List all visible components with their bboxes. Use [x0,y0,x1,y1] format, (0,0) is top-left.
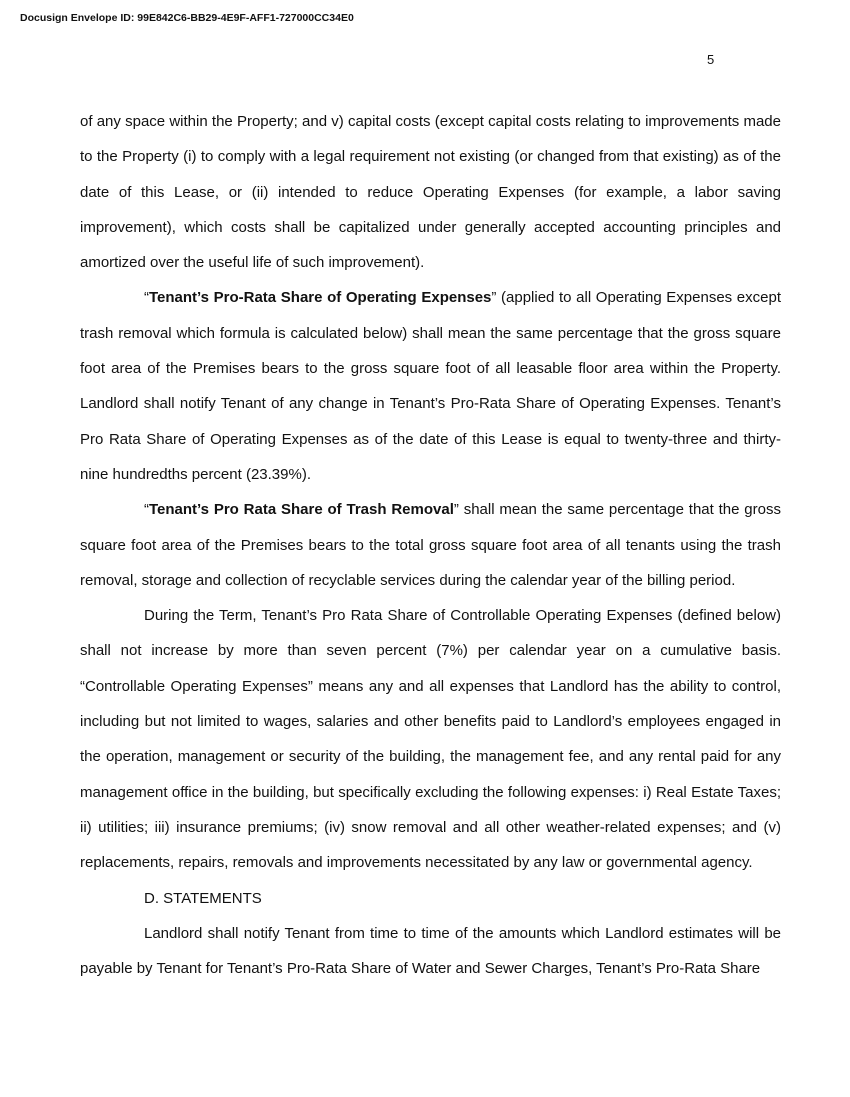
quote-mark: “ [144,501,149,519]
paragraph-capital-costs: of any space within the Property; and v) capital costs (except capital costs relating to improvements made to the Property (i) to comply with a legal requirement not existing (or changed from that existing) as of the date of this Lease, or (ii) intended to reduce Operating Expenses (for example, a labor saving improvement), which costs shall be capitalized under generally accepted accounting principles and amortized over the useful life of such improvement). [80,113,781,272]
document-body [80,104,781,986]
paragraph-text: ” (applied to all Operating Expenses except trash removal which formula is calculated below) shall mean the same percentage that the gross square foot area of the Premises bears to the gross square foot of all leasable floor area within the Property. Landlord shall notify Tenant of any change in Tenant’s Pro-Rata Share of Operating Expenses. Tenant’s Pro Rata Share of Operating Expenses as of the date of this Lease is equal to twenty-three and thirty-nine hundredths percent (23.39%). [80,289,781,483]
defined-term: Tenant’s Pro Rata Share of Trash Removal [149,501,454,519]
paragraph-pro-rata-operating-expenses [80,280,781,492]
paragraph-pro-rata-trash-removal [80,492,781,598]
quote-mark: “ [144,289,149,307]
page-number: 5 [707,52,715,67]
defined-term: Tenant’s Pro-Rata Share of Operating Expenses [149,289,492,307]
paragraph-statements: Landlord shall notify Tenant from time to time of the amounts which Landlord estimates will be payable by Tenant for Tenant’s Pro-Rata Share of Water and Sewer Charges, Tenant’s Pro-Rata Share [80,924,781,978]
section-heading: D. STATEMENTS [144,889,262,907]
envelope-id: Docusign Envelope ID: 99E842C6-BB29-4E9F-AFF1-727000CC34E0 [20,12,354,24]
paragraph-text: ” shall mean the same percentage that the gross square foot area of the Premises bears to the total gross square foot area of all tenants using the trash removal, storage and collection of recyclable services during the calendar year of the billing period. [80,501,781,589]
paragraph-controllable-expenses: During the Term, Tenant’s Pro Rata Share of Controllable Operating Expenses (defined below) shall not increase by more than seven percent (7%) per calendar year on a cumulative basis. “Controllable Operating Expenses” means any and all expenses that Landlord has the ability to control, including but not limited to wages, salaries and other benefits paid to Landlord’s employees engaged in the operation, management or security of the building, the management fee, and any rental paid for any management office in the building, but specifically excluding the following expenses: i) Real Estate Taxes; ii) utilities; iii) insurance premiums; (iv) snow removal and all other weather-related expenses; and (v) replacements, repairs, removals and improvements necessitated by any law or governmental agency. [80,607,781,872]
